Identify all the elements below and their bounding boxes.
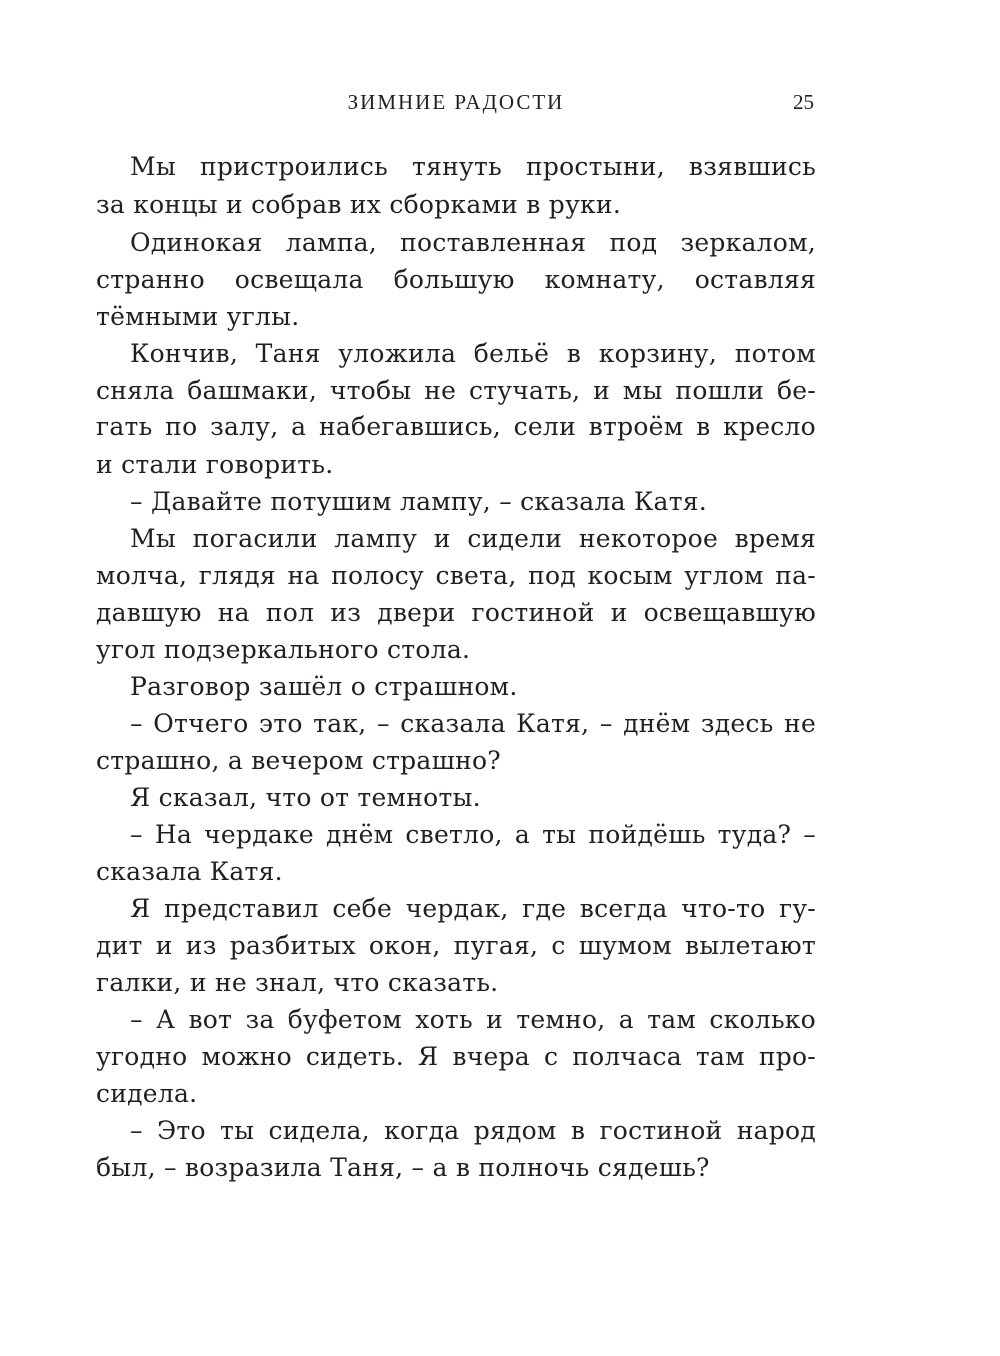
text-line: угодно можно сидеть. Я вчера с полчаса там про- bbox=[96, 1042, 816, 1071]
text-line: Одинокая лампа, поставленная под зеркалом, bbox=[130, 228, 816, 257]
text-line: Мы погасили лампу и сидели некоторое время bbox=[130, 524, 816, 553]
text-line: был, – возразила Таня, – а в полночь сядешь? bbox=[96, 1153, 710, 1182]
text-line: гать по залу, а набегавшись, сели втроём в кресло bbox=[96, 412, 816, 441]
text-line: – Отчего это так, – сказала Катя, – днём здесь не bbox=[130, 709, 816, 738]
text-line: страшно, а вечером страшно? bbox=[96, 746, 501, 775]
text-line: Мы пристроились тянуть простыни, взявшись bbox=[130, 152, 816, 181]
chapter-title: ЗИМНИЕ РАДОСТИ bbox=[347, 90, 565, 114]
text-line: и стали говорить. bbox=[96, 450, 334, 479]
text-line: сидела. bbox=[96, 1079, 198, 1108]
text-line: – На чердаке днём светло, а ты пойдёшь туда? – bbox=[130, 820, 816, 849]
book-page bbox=[96, 0, 816, 1356]
text-line: сказала Катя. bbox=[96, 857, 283, 886]
text-line: – А вот за буфетом хоть и темно, а там сколько bbox=[130, 1005, 816, 1034]
text-line: – Давайте потушим лампу, – сказала Катя. bbox=[130, 487, 707, 516]
text-line: Кончив, Таня уложила бельё в корзину, потом bbox=[130, 339, 816, 368]
text-line: за концы и собрав их сборками в руки. bbox=[96, 190, 622, 219]
text-line: угол подзеркального стола. bbox=[96, 635, 471, 664]
page-number: 25 bbox=[793, 90, 814, 114]
text-line: дит и из разбитых окон, пугая, с шумом вылетают bbox=[96, 931, 816, 960]
text-line: Разговор зашёл о страшном. bbox=[130, 672, 518, 701]
running-header bbox=[96, 84, 816, 120]
text-line: галки, и не знал, что сказать. bbox=[96, 968, 499, 997]
text-line: давшую на пол из двери гостиной и освещавшую bbox=[96, 598, 816, 627]
text-line: тёмными углы. bbox=[96, 302, 300, 331]
text-line: – Это ты сидела, когда рядом в гостиной народ bbox=[130, 1116, 816, 1145]
text-line: молча, глядя на полосу света, под косым углом па- bbox=[96, 561, 816, 590]
text-line: странно освещала большую комнату, оставляя bbox=[96, 265, 816, 294]
text-line: Я представил себе чердак, где всегда что-то гу- bbox=[130, 894, 816, 923]
text-line: сняла башмаки, чтобы не стучать, и мы пошли бе- bbox=[96, 376, 816, 405]
text-line: Я сказал, что от темноты. bbox=[130, 783, 481, 812]
